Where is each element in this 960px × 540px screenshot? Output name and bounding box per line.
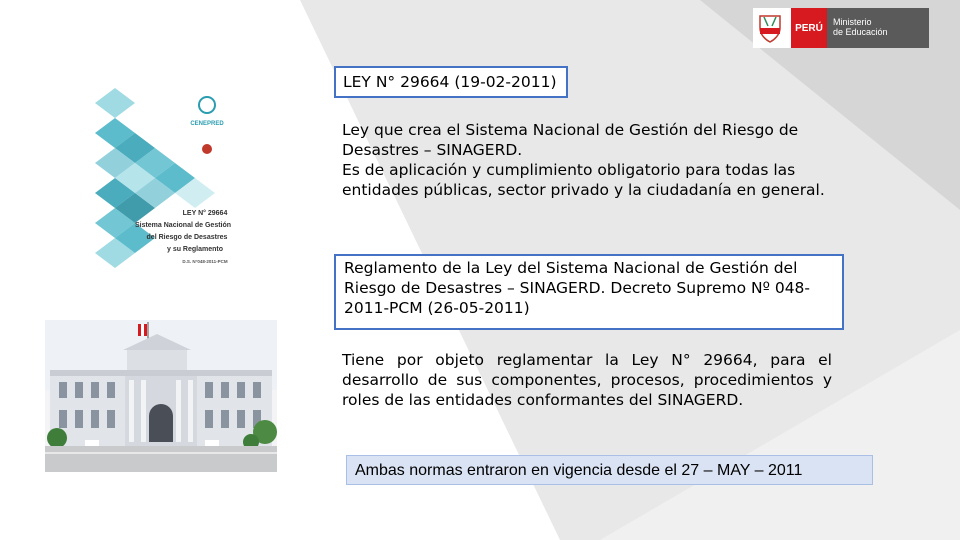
law-description-line-2: Es de aplicación y cumplimiento obligatorio para todas las entidades públicas, sector privado y la ciudadanía en general. (342, 161, 825, 199)
law-description (334, 116, 844, 240)
regulation-box: Reglamento de la Ley del Sistema Nacional de Gestión del Riesgo de Desastres – SINAGERD. Decreto Supremo Nº 048-2011-PCM (26-05-2011) (334, 254, 844, 330)
law-book-cover-image (95, 83, 233, 276)
coat-of-arms-icon (753, 8, 787, 48)
cover-org: CENEPRED (190, 121, 224, 127)
ministry-line-1: Ministerio (833, 17, 872, 27)
law-description-line-1: Ley que crea el Sistema Nacional de Gestión del Riesgo de Desastres – SINAGERD. (342, 121, 799, 159)
cover-title-3: del Riesgo de Desastres (146, 234, 228, 241)
cover-title-1: LEY N° 29664 (182, 210, 228, 217)
cover-subtitle: D.S. N°048-2011-PCM (182, 259, 228, 264)
congress-building-image (45, 320, 277, 472)
peru-label: PERÚ (791, 8, 827, 48)
validity-note: Ambas normas entraron en vigencia desde el 27 – MAY – 2011 (346, 455, 873, 485)
ministry-line-2: de Educación (833, 27, 888, 37)
ministry-logo (753, 8, 929, 48)
cover-title-2: Sistema Nacional de Gestión (134, 222, 232, 229)
law-title-box: LEY N° 29664 (19-02-2011) (334, 66, 568, 98)
ministry-label (827, 8, 929, 48)
objective-text: Tiene por objeto reglamentar la Ley N° 29664, para el desarrollo de sus componentes, procesos, procedimientos y roles de las entidades conformantes del SINAGERD. (342, 351, 832, 409)
cover-title-4: y su Reglamento (166, 246, 224, 253)
